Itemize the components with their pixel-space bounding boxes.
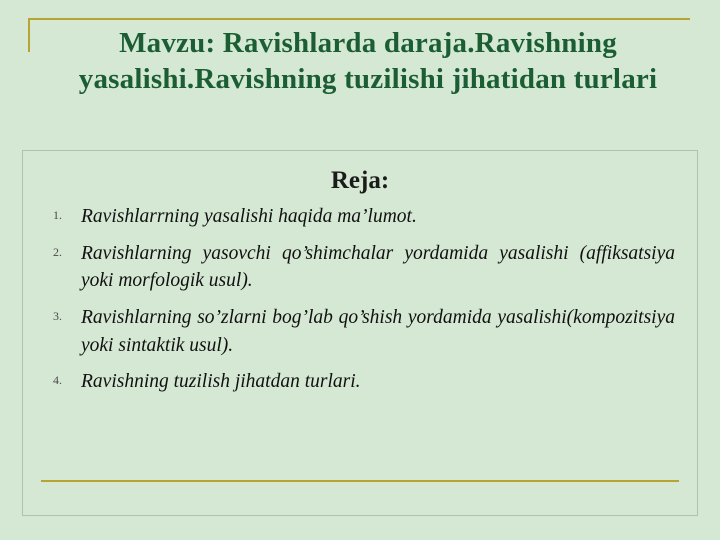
reja-list <box>23 203 697 396</box>
content-panel <box>22 150 698 516</box>
list-item: Ravishlarning so’zlarni bog’lab qo’shish yordamida yasalishi(kompozitsiya yoki sintaktik usul). <box>81 307 675 356</box>
page-title: Mavzu: Ravishlarda daraja.Ravishning yasalishi.Ravishning tuzilishi jihatidan turlari <box>78 27 658 95</box>
list-item: Ravishning tuzilish jihatdan turlari. <box>81 371 361 393</box>
reja-heading: Reja: <box>330 167 390 194</box>
bottom-rule <box>41 480 679 482</box>
list-item: Ravishlarrning yasalishi haqida ma’lumot. <box>81 206 417 227</box>
list-item: Ravishlarning yasovchi qo’shimchalar yordamida yasalishi (affiksatsiya yoki morfologik usul). <box>81 242 675 292</box>
title-block <box>28 18 700 97</box>
